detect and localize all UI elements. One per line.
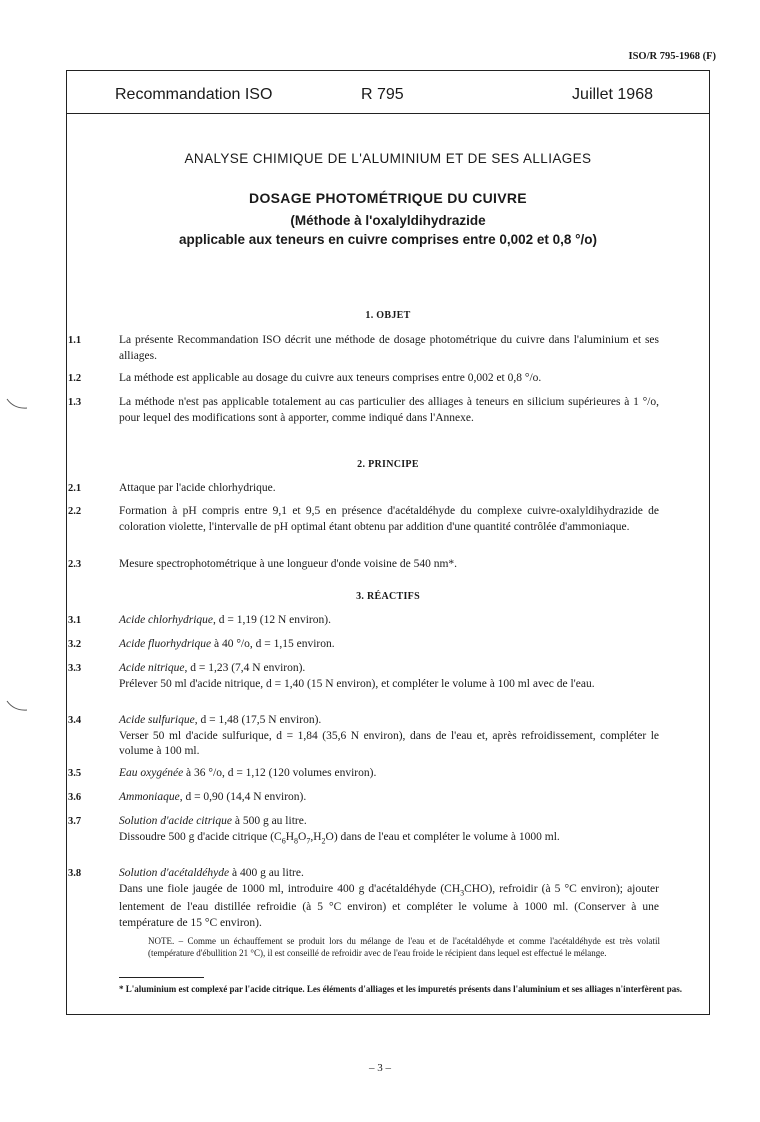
item-text: , d = 1,19 (12 N environ). (213, 614, 331, 626)
reagent-name: Ammoniaque (119, 791, 180, 803)
item-text: à 40 °/o, d = 1,15 environ. (211, 638, 335, 650)
section-2-title: 2. PRINCIPE (357, 459, 419, 470)
item-3-4 (68, 713, 659, 760)
title-line-2: DOSAGE PHOTOMÉTRIQUE DU CUIVRE (249, 190, 527, 206)
note: NOTE. – Comme un échauffement se produit lors du mélange de l'eau et de l'acétaldéhyde et comme l'acétaldéhyde est très volatil (température d'ébullition 21 °C), il est conseillé de refroidir avec de l'eau froide le récipient dans lequel est effectué le mélange. (148, 936, 660, 958)
subscript: 7 (306, 835, 311, 845)
item-number: 2.2 (68, 506, 82, 517)
formula-text: ,H (310, 830, 322, 843)
item-number: 3.1 (68, 615, 82, 626)
title-line-3: (Méthode à l'oxalyldihydrazide (290, 213, 486, 228)
formula-text: Dissoudre 500 g d'acide citrique (C (119, 830, 282, 843)
item-3-2 (68, 637, 659, 653)
item-text: Mesure spectrophotométrique à une longueur d'onde voisine de 540 nm*. (119, 558, 458, 570)
item-2-1 (68, 481, 659, 497)
item-1-3 (68, 395, 659, 426)
item-3-8 (68, 866, 659, 931)
document-header (67, 71, 709, 114)
formula-text: CHO), refroidir (à 5 °C environ); ajouter lentement de l'eau distillée refroidie (à 5 °C environ) et compléter le volume à 1000 ml. (Conserver à une température de 15 °C environ). (119, 882, 659, 929)
item-3-7 (68, 814, 659, 848)
formula-text: O (298, 830, 307, 843)
item-text: à 36 °/o, d = 1,12 (120 volumes environ). (183, 767, 377, 779)
item-number: 1.3 (68, 397, 82, 408)
item-detail: Verser 50 ml d'acide sulfurique, d = 1,84 (35,6 N environ), dans de l'eau et, après refroidissement, compléter le volume à 100 ml. (119, 729, 659, 757)
item-text: La méthode n'est pas applicable totalement au cas particulier des alliages à teneurs en silicium supérieures à 1 °/o, pour lequel des modifications sont à apporter, comme indiqué dans l'Annexe. (119, 396, 659, 424)
item-text: , d = 1,23 (7,4 N environ). (184, 662, 306, 674)
item-number: 2.3 (68, 559, 82, 570)
item-detail: Prélever 50 ml d'acide nitrique, d = 1,40 (15 N environ), et compléter le volume à 100 ml avec de l'eau. (119, 677, 595, 690)
footnote: * L'aluminium est complexé par l'acide citrique. Les éléments d'alliages et les impuretés présents dans l'aluminium et ses alliages n'interfèrent pas. (119, 984, 682, 994)
page-number: – 3 – (369, 1062, 391, 1074)
subscript: 8 (294, 835, 299, 845)
formula-text: O) dans de l'eau et compléter le volume à 1000 ml. (325, 830, 560, 843)
item-detail (119, 830, 659, 849)
document-reference: ISO/R 795-1968 (F) (628, 51, 716, 62)
item-number: 3.4 (68, 715, 82, 726)
item-number: 3.3 (68, 663, 82, 674)
item-1-1 (68, 333, 659, 364)
subscript: 2 (321, 835, 326, 845)
item-text: à 500 g au litre. (231, 815, 307, 827)
item-number: 1.1 (68, 335, 82, 346)
item-2-3 (68, 557, 659, 573)
item-text: Attaque par l'acide chlorhydrique. (119, 482, 276, 494)
item-number: 3.8 (68, 868, 82, 879)
formula-text: H (285, 830, 295, 843)
formula-text: Dans une fiole jaugée de 1000 ml, introduire 400 g d'acétaldéhyde (CH (119, 882, 461, 895)
section-1-title: 1. OBJET (365, 310, 411, 321)
item-number: 1.2 (68, 373, 82, 384)
item-number: 2.1 (68, 483, 82, 494)
item-3-6 (68, 790, 659, 806)
margin-mark (6, 398, 28, 410)
reagent-name: Acide nitrique (119, 662, 185, 674)
reagent-name: Eau oxygénée (119, 767, 184, 779)
item-text: Formation à pH compris entre 9,1 et 9,5 en présence d'acétaldéhyde du complexe cuivre-oxalyldihydrazide de coloration violette, l'intervalle de pH optimal étant obtenu par addition d'une quantité contrôlée d'ammoniaque. (119, 505, 659, 533)
item-2-2 (68, 504, 659, 535)
reagent-name: Acide sulfurique (119, 714, 195, 726)
reagent-name: Acide chlorhydrique (119, 614, 213, 626)
item-3-3 (68, 661, 659, 692)
header-date: Juillet 1968 (572, 86, 653, 103)
item-text: à 400 g au litre. (229, 867, 304, 879)
item-3-5 (68, 766, 659, 782)
title-line-4: applicable aux teneurs en cuivre comprises entre 0,002 et 0,8 °/o) (178, 232, 598, 247)
item-1-2 (68, 371, 659, 387)
footnote-rule (119, 977, 204, 978)
page-frame (66, 70, 710, 1015)
margin-mark (6, 700, 28, 712)
subscript: 3 (460, 887, 465, 897)
item-number: 3.2 (68, 639, 82, 650)
item-number: 3.7 (68, 816, 82, 827)
reagent-name: Solution d'acide citrique (119, 815, 232, 827)
item-text: , d = 0,90 (14,4 N environ). (179, 791, 307, 803)
subscript: 6 (281, 835, 286, 845)
item-text: , d = 1,48 (17,5 N environ). (194, 714, 322, 726)
reagent-name: Solution d'acétaldéhyde (119, 867, 230, 879)
section-3-title: 3. RÉACTIFS (356, 591, 420, 602)
item-detail (119, 882, 659, 932)
item-text: La méthode est applicable au dosage du cuivre aux teneurs comprises entre 0,002 et 0,8 °/o. (119, 372, 542, 384)
item-text: La présente Recommandation ISO décrit une méthode de dosage photométrique du cuivre dans l'aluminium et ses alliages. (119, 334, 659, 362)
item-number: 3.5 (68, 768, 82, 779)
header-recommendation: Recommandation ISO (115, 86, 273, 103)
item-number: 3.6 (68, 792, 82, 803)
header-number: R 795 (361, 86, 404, 103)
reagent-name: Acide fluorhydrique (119, 638, 212, 650)
title-line-1: ANALYSE CHIMIQUE DE L'ALUMINIUM ET DE SES ALLIAGES (184, 151, 592, 166)
item-3-1 (68, 613, 659, 629)
